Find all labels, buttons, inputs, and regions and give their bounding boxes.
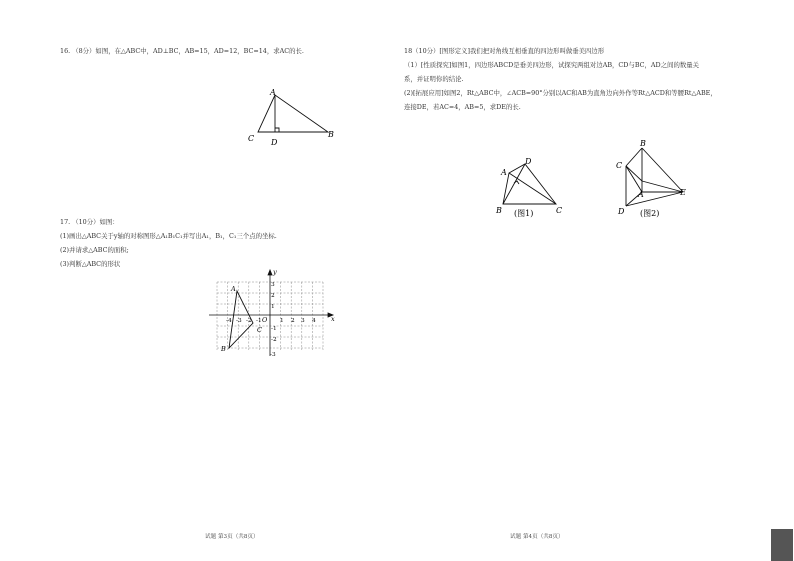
fig2-caption: (图2) [640,209,660,218]
fig2-label-e: E [680,188,686,197]
x-tick-neg-3: -3 [236,318,242,324]
x-tick-neg-2: -2 [246,318,252,324]
q16-text: 16. （8分）如图，在△ABC中，AD⊥BC，AB=15，AD=12，BC=14，求AC的长. [60,47,304,55]
point-c-label: C [257,326,262,334]
x-tick-neg-1: -1 [256,318,262,324]
q16-label-a: A [270,88,276,97]
q16-triangle-figure [240,85,345,150]
q16-label-b: B [328,130,334,139]
fig1-label-a: A [501,168,507,177]
fig2-label-d: D [618,207,625,216]
q18-part2-line2: 连接DE，若AC=4，AB=5，求DE的长. [404,103,521,111]
fig2-label-c: C [616,161,623,170]
x-tick-pos-3: 3 [301,318,305,324]
x-tick-pos-1: 1 [280,318,284,324]
q18-heading: 18（10分）[图形定义]我们把对角线互相垂直的四边形叫做垂美四边形 [404,47,605,55]
fig1-label-c: C [556,206,563,215]
q18-part1-line2: 系，并证明你的结论. [404,75,464,83]
q17-heading: 17. （10分）如图： [60,218,119,226]
y-tick-neg-2: -2 [271,337,277,343]
y-tick-pos-3: 3 [271,282,275,288]
page-edge-tab [771,529,793,561]
q17-part3: (3)判断△ABC的形状 [60,260,121,268]
q16-label-d: D [271,138,278,147]
x-tick-pos-4: 4 [312,318,316,324]
fig2-label-a: A [638,190,644,199]
axis-y-label: y [273,268,277,276]
q18-figure-1 [492,154,572,224]
origin-label: O [262,316,268,324]
y-tick-neg-1: -1 [271,326,277,332]
q17-coordinate-grid [205,266,337,360]
right-page-footer: 试题 第4页（共8页） [510,534,564,540]
y-tick-neg-3: -3 [270,352,276,358]
q18-figure-2 [612,134,697,224]
x-tick-neg-4: -4 [226,318,232,324]
fig1-label-d: D [525,157,532,166]
q18-part2-line1: (2)[拓展应用]如图2，Rt△ABC中，∠ACB=90°分别以AC和AB为直角边向外作等Rt△ACD和等腰Rt△ABE， [404,89,717,97]
left-page-footer: 试题 第3页（共8页） [205,534,259,540]
q17-part2: (2)并请求△ABC的面积; [60,246,129,254]
y-tick-pos-2: 2 [271,293,275,299]
fig2-label-b: B [640,139,646,148]
q17-part1: (1)画出△ABC关于y轴的对称图形△A₁B₁C₁并写出A₁，B₁，C₁三个点的坐标. [60,232,277,240]
fig1-caption: (图1) [514,209,534,218]
q16-label-c: C [248,134,255,143]
fig1-label-b: B [496,206,502,215]
axis-x-label: x [331,315,335,323]
q18-part1-line1: （1）[性质探究]如图1，四边形ABCD是垂美四边形，试探究两组对边AB，CD与BC，AD之间的数量关 [404,61,700,69]
point-a-label: A [231,285,236,293]
x-tick-pos-2: 2 [291,318,295,324]
point-b-label: B [221,345,226,353]
y-tick-pos-1: 1 [271,304,275,310]
